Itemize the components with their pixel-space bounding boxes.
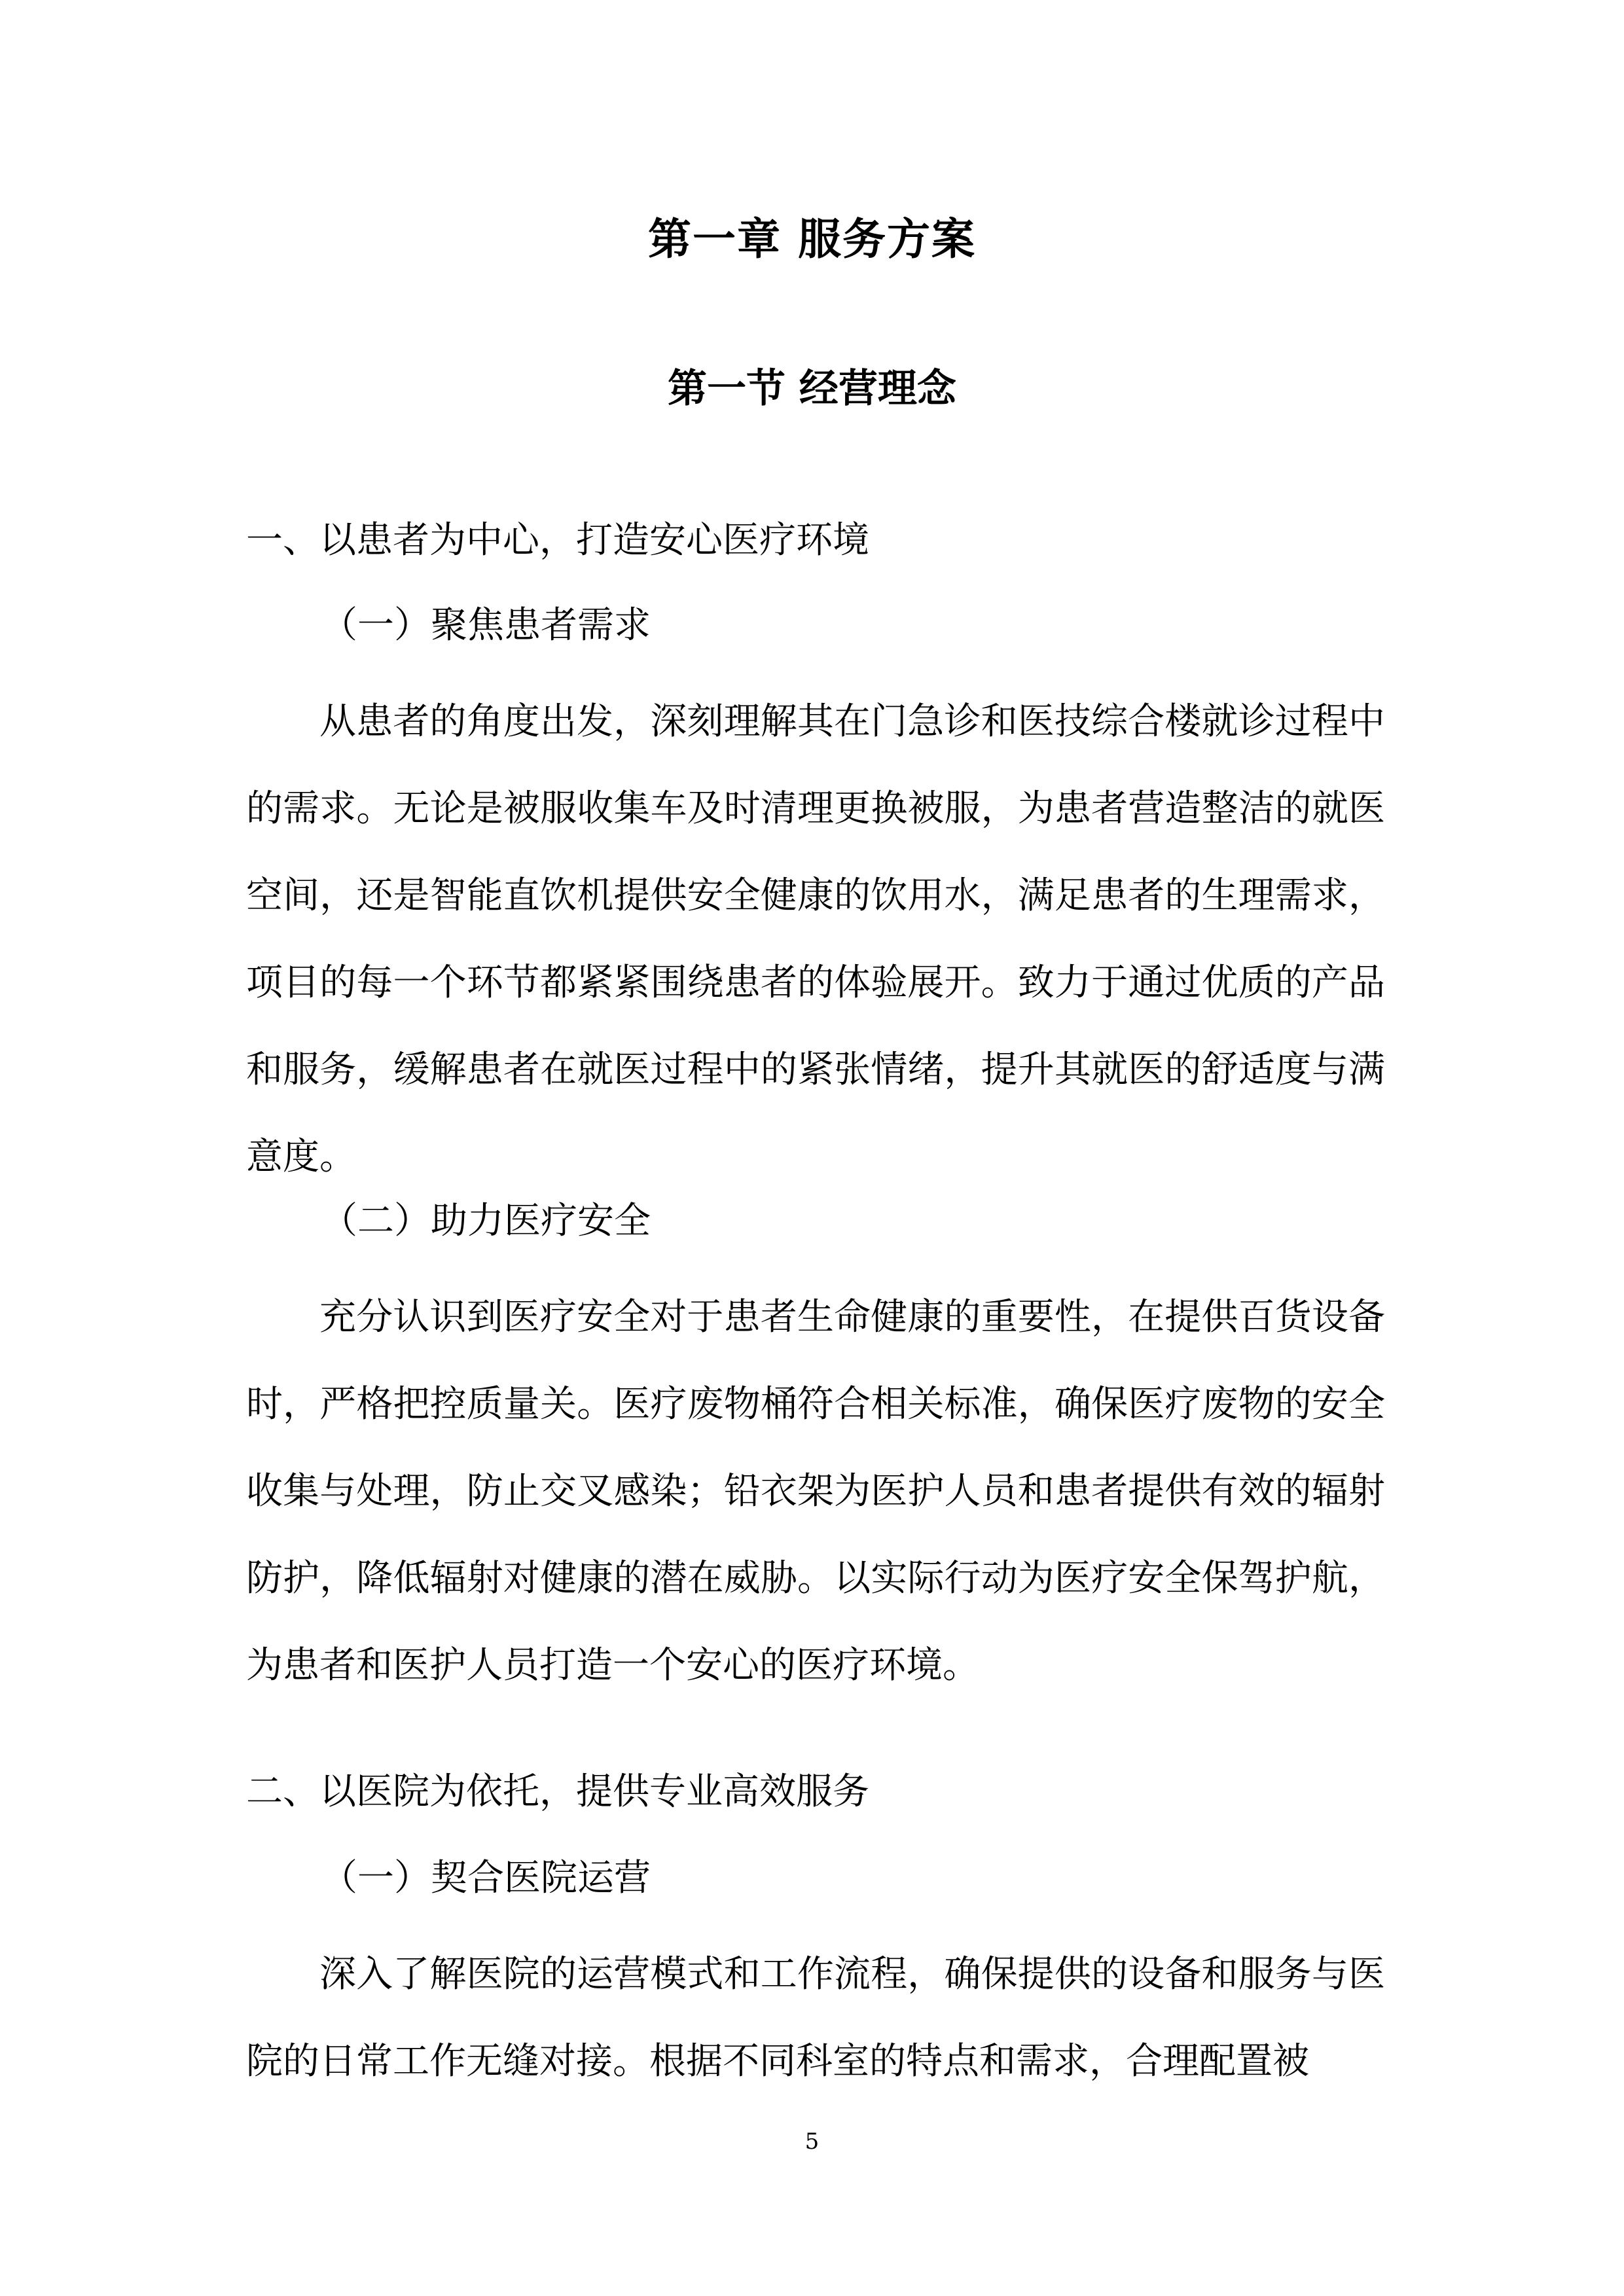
subheading-patient-needs: （一）聚焦患者需求 <box>321 604 651 647</box>
section-title: 第一节 经营理念 <box>668 366 956 412</box>
chapter-title: 第一章 服务方案 <box>648 213 976 264</box>
heading-part-2: 二、以医院为依托，提供专业高效服务 <box>246 1770 869 1813</box>
paragraph-patient-needs: 从患者的角度出发，深刻理解其在门急诊和医技综合楼就诊过程中的需求。无论是被服收集车及时清理更换被服，为患者营造整洁的就医空间，还是智能直饮机提供安全健康的饮用水，满足患者的生理需求，项目的每一个环节都紧紧围绕患者的体验展开。致力于通过优质的产品和服务，缓解患者在就医过程中的紧张情绪，提升其就医的舒适度与满意度。 <box>246 700 1385 1178</box>
subheading-medical-safety: （二）助力医疗安全 <box>321 1200 651 1242</box>
paragraph-hospital-operations: 深入了解医院的运营模式和工作流程，确保提供的设备和服务与医院的日常工作无缝对接。根据不同科室的特点和需求，合理配置被 <box>246 1953 1385 2083</box>
page-number: 5 <box>804 2128 820 2155</box>
subheading-hospital-operations: （一）契合医院运营 <box>321 1857 651 1899</box>
heading-part-1: 一、以患者为中心，打造安心医疗环境 <box>246 519 869 562</box>
paragraph-medical-safety: 充分认识到医疗安全对于患者生命健康的重要性，在提供百货设备时，严格把控质量关。医疗废物桶符合相关标准，确保医疗废物的安全收集与处理，防止交叉感染；铅衣架为医护人员和患者提供有效的辐射防护，降低辐射对健康的潜在威胁。以实际行动为医疗安全保驾护航，为患者和医护人员打造一个安心的医疗环境。 <box>246 1296 1385 1687</box>
